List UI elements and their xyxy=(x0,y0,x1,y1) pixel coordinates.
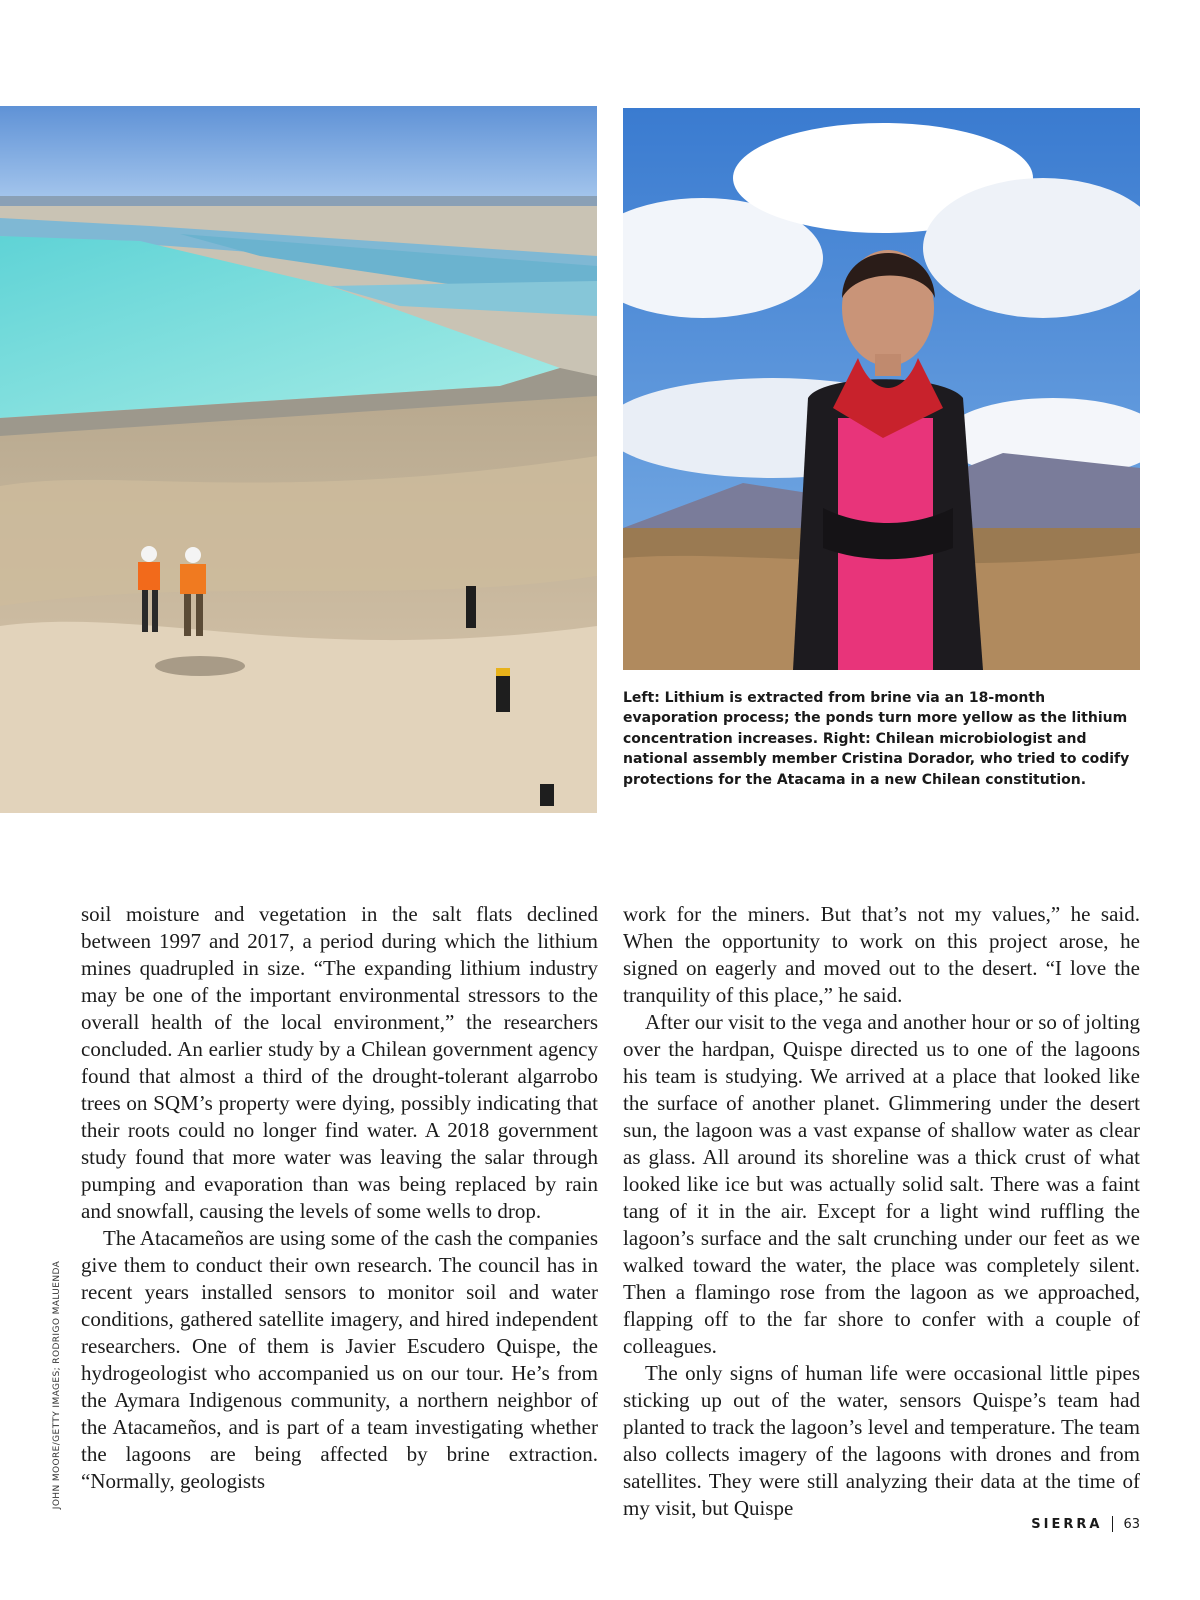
paragraph: soil moisture and vegetation in the salt flats declined between 1997 and 2017, a period during which the lithium mines quadrupled in size. “The expanding lithium industry may be one of the important environmental stressors to the overall health of the local environment,” the researchers concluded. An earlier study by a Chilean government agency found that almost a third of the drought-tolerant algarrobo trees on SQM’s property were dying, possibly indicating that their roots could no longer find water. A 2018 government study found that more water was leaving the salar through pumping and evaporation than was being replaced by rain and snowfall, causing the levels of some wells to drop. xyxy=(81,902,598,1223)
photo-lithium-ponds xyxy=(0,106,597,813)
paragraph: The only signs of human life were occasional little pipes sticking up out of the water, sensors Quispe’s team had planted to track the lagoon’s level and temperature. The team also collects imagery of the lagoons with drones and from satellites. They were still analyzing their data at the time of my visit, but Quispe xyxy=(623,1361,1140,1520)
magazine-name: SIERRA xyxy=(1031,1516,1103,1532)
article-column-left xyxy=(81,901,598,1495)
paragraph: The Atacameños are using some of the cash the companies give them to conduct their own research. The council has in recent years installed sensors to monitor soil and water conditions, gathered satellite imagery, and hired independent researchers. One of them is Javier Escudero Quispe, the hydrogeologist who accompanied us on our tour. He’s from the Aymara Indigenous community, a northern neighbor of the Atacameños, and is part of a team investigating whether the lagoons are being affected by brine extraction. “Normally, geologists xyxy=(81,1226,598,1493)
page-folio xyxy=(1031,1516,1140,1532)
paragraph: After our visit to the vega and another hour or so of jolting over the hardpan, Quispe directed us to one of the lagoons his team is studying. We arrived at a place that looked like the surface of another planet. Glimmering under the desert sun, the lagoon was a vast expanse of shallow water as clear as glass. All around its shoreline was a thick crust of what looked like ice but was actually solid salt. There was a faint tang of it in the air. Except for a light wind ruffling the lagoon’s surface and the salt crunching under our feet as we walked toward the water, the place was completely silent. Then a flamingo rose from the lagoon as we approached, flapping off to the far shore to confer with a couple of colleagues. xyxy=(623,1010,1140,1358)
article-column-right xyxy=(623,901,1140,1522)
paragraph: work for the miners. But that’s not my values,” he said. When the opportunity to work on this project arose, he signed on eagerly and moved out to the desert. “I love the tranquility of this place,” he said. xyxy=(623,902,1140,1007)
portrait-illustration xyxy=(623,108,1140,670)
photo-portrait xyxy=(623,108,1140,670)
photo-credit xyxy=(47,1249,67,1521)
lithium-ponds-illustration xyxy=(0,106,597,813)
folio-divider xyxy=(1112,1516,1113,1532)
photo-caption: Left: Lithium is extracted from brine via an 18-month evaporation process; the ponds turn more yellow as the lithium concentration increases. Right: Chilean microbiologist and national assembly member Cristina Dorador, who tried to codify protections for the Atacama in a new Chilean constitution. xyxy=(623,690,1130,788)
photo-credit-text: JOHN MOORE/GETTY IMAGES; RODRIGO MALUENDA xyxy=(52,1260,62,1510)
page-number: 63 xyxy=(1123,1516,1140,1532)
